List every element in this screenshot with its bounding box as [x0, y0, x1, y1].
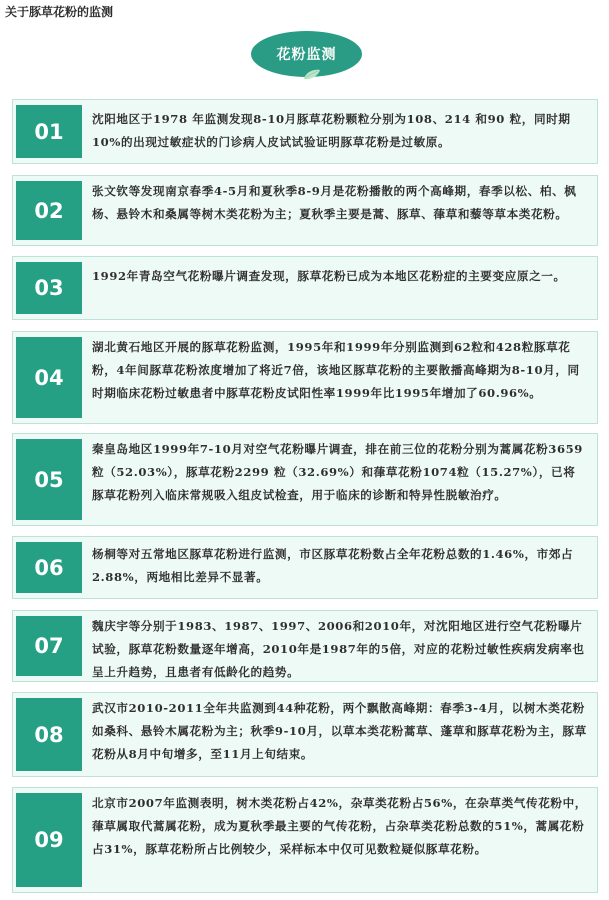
card-text: 湖北黄石地区开展的豚草花粉监测，1995年和1999年分别监测到62粒和428粒豚草花粉，4年间豚草花粉浓度增加了将近7倍，该地区豚草花粉的主要散播高峰期为8-10月，同时期临床花粉过敏患者中豚草花粉皮试阳性率1999年比1995年增加了60.96%。 — [92, 340, 580, 400]
monitoring-card-07 — [12, 610, 598, 682]
card-number: 06 — [16, 542, 82, 593]
monitoring-card-03 — [12, 256, 598, 320]
card-text: 秦皇岛地区1999年7-10月对空气花粉曝片调查，排在前三位的花粉分别为蒿属花粉3659粒（52.03%），豚草花粉2299 粒（32.69%）和葎草花粉1074粒（15.27%），已将豚草花粉列入临床常规吸入组皮试检查，用于临床的诊断和特异性脱敏治疗。 — [92, 442, 583, 502]
card-text: 1992年青岛空气花粉曝片调查发现，豚草花粉已成为本地区花粉症的主要变应原之一。 — [92, 269, 566, 283]
card-number: 01 — [16, 105, 82, 158]
card-number: 07 — [16, 616, 82, 676]
card-number: 05 — [16, 439, 82, 520]
monitoring-card-01 — [12, 99, 598, 164]
monitoring-card-08 — [12, 692, 598, 777]
section-badge-label: 花粉监测 — [276, 47, 337, 63]
monitoring-card-02 — [12, 175, 598, 246]
page-title: 关于豚草花粉的监测 — [5, 5, 114, 19]
monitoring-card-09 — [12, 787, 598, 893]
card-number: 04 — [16, 337, 82, 418]
monitoring-card-05 — [12, 433, 598, 526]
card-number: 02 — [16, 181, 82, 240]
card-number: 08 — [16, 698, 82, 771]
card-number: 09 — [16, 793, 82, 887]
monitoring-card-06 — [12, 536, 598, 599]
card-text: 武汉市2010-2011全年共监测到44种花粉，两个飘散高峰期：春季3-4月，以树木类花粉如桑科、悬铃木属花粉为主；秋季9-10月，以草本类花粉蒿草、蓬草和豚草花粉为主，豚草花粉从8月中旬增多，至11月上旬结束。 — [92, 701, 587, 761]
card-text: 魏庆宇等分别于1983、1987、1997、2006和2010年，对沈阳地区进行空气花粉曝片试验，豚草花粉数量逐年增高，2010年是1987年的5倍，对应的花粉过敏性疾病发病率也呈上升趋势，且患者有低龄化的趋势。 — [92, 619, 585, 679]
card-text: 张文钦等发现南京春季4-5月和夏秋季8-9月是花粉播散的两个高峰期，春季以松、柏、枫杨、悬铃木和桑属等树木类花粉为主；夏秋季主要是蒿、豚草、葎草和藜等草本类花粉。 — [92, 184, 577, 221]
card-text: 杨桐等对五常地区豚草花粉进行监测，市区豚草花粉数占全年花粉总数的1.46%，市郊占2.88%，两地相比差异不显著。 — [92, 547, 574, 584]
monitoring-card-04 — [12, 331, 598, 424]
card-text: 沈阳地区于1978 年监测发现8-10月豚草花粉颗粒分别为108、214 和90 粒，同时期10%的出现过敏症状的门诊病人皮试试验证明豚草花粉是过敏原。 — [92, 112, 571, 149]
card-number: 03 — [16, 262, 82, 314]
card-text: 北京市2007年监测表明，树木类花粉占42%，杂草类花粉占56%，在杂草类气传花粉中，葎草属取代蒿属花粉，成为夏秋季最主要的气传花粉，占杂草类花粉总数的51%，蒿属花粉占31%，豚草花粉所占比例较少，采样标本中仅可见数粒疑似豚草花粉。 — [92, 796, 587, 856]
leaf-icon — [303, 69, 321, 80]
